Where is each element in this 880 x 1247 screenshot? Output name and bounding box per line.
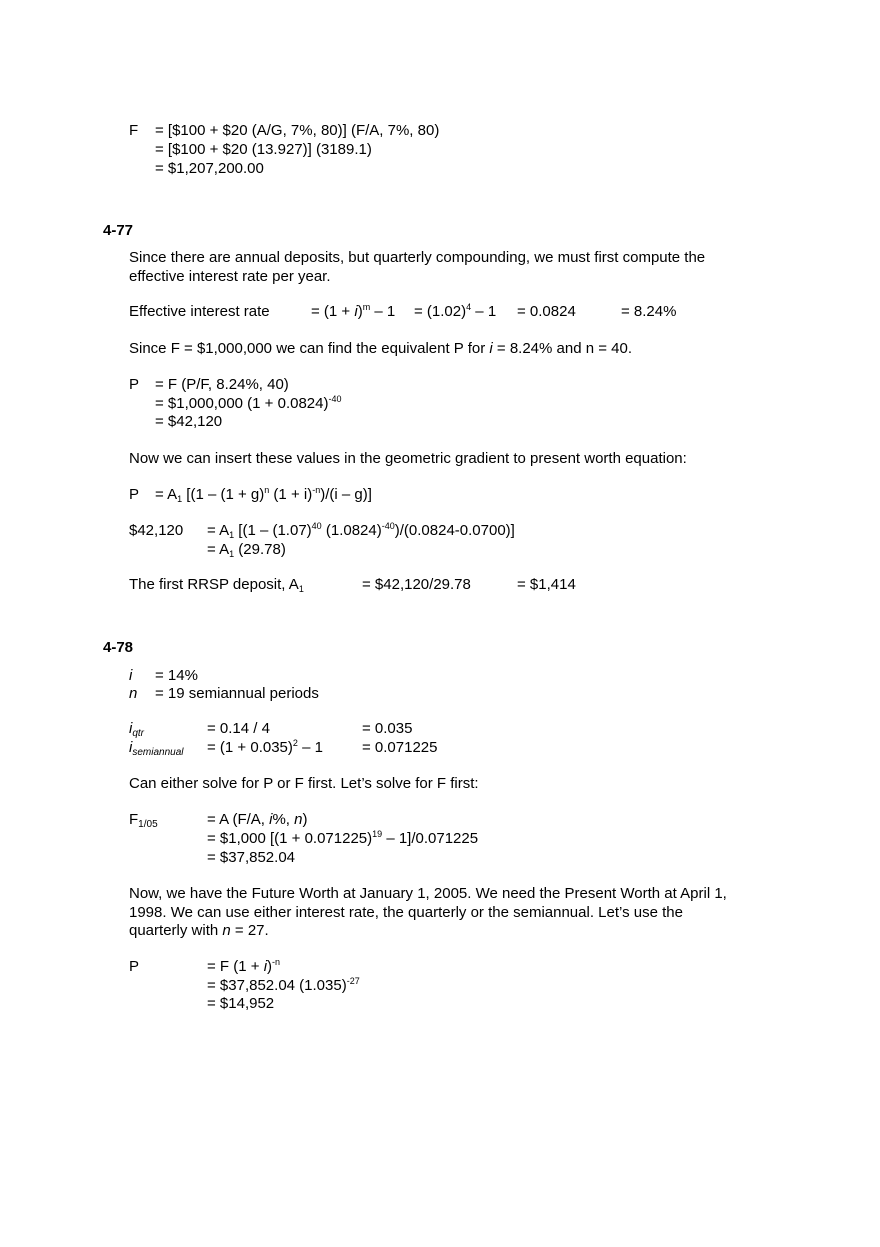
isemi-value: = 0.071225 [362, 739, 438, 756]
eff-rate-percent: = 8.24% [621, 303, 677, 320]
isemi-var: $i_{semiannual}$ [129, 739, 184, 758]
eff-rate-decimal: = 0.0824 [517, 303, 576, 320]
p-line-1: = F (P/F, 8.24%, 40) [155, 376, 289, 393]
s77-intro-line-2: effective interest rate per year. [129, 268, 331, 285]
heading-4-78: 4-78 [103, 639, 134, 656]
val-var: $42,120 [129, 522, 184, 539]
isemi-calc: = $(1 + 0.035)^2 - 1$ [207, 738, 323, 756]
p-line-3: = $42,120 [155, 413, 223, 430]
n-value: = 19 semiannual periods [155, 685, 319, 702]
eff-rate-label: Effective interest rate [129, 303, 270, 320]
top-line-1: = [$100 + $20 (A/G, 7%, 80)] (F/A, 7%, 80) [155, 122, 440, 139]
n-var: n [129, 685, 138, 702]
top-line-3: = $1,207,200.00 [155, 160, 264, 177]
val-line-1: = $A_1$ [($1 - (1.07)^{40}$ $(1.0824)^{-40})/(0.0824-0.0700)$] [207, 521, 515, 540]
iqtr-calc: = 0.14 / 4 [207, 720, 270, 737]
top-var-f: F [129, 122, 139, 139]
f-line-2: = $1,000 $[(1 + 0.071225)^{19} - 1]/0.071225$ [207, 829, 479, 847]
pp-line-1: = F $(1 + i)^{-n}$ [207, 957, 281, 975]
eff-rate-formula: = $(1 + i)^m - 1$ [311, 302, 396, 320]
first-deposit-result: = $1,414 [517, 576, 576, 593]
top-line-2: = [$100 + $20 (13.927)] (3189.1) [155, 141, 372, 158]
s77-intro-line-1: Since there are annual deposits, but quarterly compounding, we must first compute the [129, 249, 706, 266]
pp-var: P [129, 958, 140, 975]
first-deposit-calc: = $42,120/29.78 [362, 576, 471, 593]
i-value: = 14% [155, 667, 198, 684]
iqtr-var: $i_{qtr}$ [129, 720, 145, 739]
iqtr-value: = 0.035 [362, 720, 413, 737]
eff-rate-substitution: = $(1.02)^4 - 1$ [414, 302, 497, 320]
first-deposit-label: The first RRSP deposit, $A_1$ [129, 576, 304, 594]
p-line-2: = $1,000,000 $(1 + 0.0824)^{-40}$ [155, 394, 342, 412]
s78-now-line-1: Now, we have the Future Worth at January 1, 2005. We need the Present Worth at April 1, [129, 885, 727, 902]
s77-now-line: Now we can insert these values in the geometric gradient to present worth equation: [129, 450, 687, 467]
pp-line-3: = $14,952 [207, 995, 275, 1012]
f-var: $F_{1/05}$ [129, 811, 158, 830]
f-line-1: = A (F/A, i%, n) [207, 811, 308, 828]
pp-line-2: = $37,852.04 $(1.035)^{-27}$ [207, 976, 360, 994]
geo-var: P [129, 486, 140, 503]
geo-formula: = $A_1$ [($1 - (1 + g)^n$ $(1 + i)^{-n})/(i - g)$] [155, 485, 372, 504]
f-line-3: = $37,852.04 [207, 849, 296, 866]
s78-either-line: Can either solve for P or F first. Let’s solve for F first: [129, 775, 479, 792]
p-var: P [129, 376, 140, 393]
val-line-2: = $A_1$ (29.78) [207, 541, 286, 559]
s77-since-line: Since F = $1,000,000 we can find the equivalent P for i = 8.24% and n = 40. [129, 340, 633, 357]
s78-now-line-2: 1998. We can use either interest rate, the quarterly or the semiannual. Let’s use the [129, 904, 683, 921]
i-var: i [129, 667, 133, 684]
s78-now-line-3: quarterly with n = 27. [129, 922, 269, 939]
heading-4-77: 4-77 [103, 222, 134, 239]
